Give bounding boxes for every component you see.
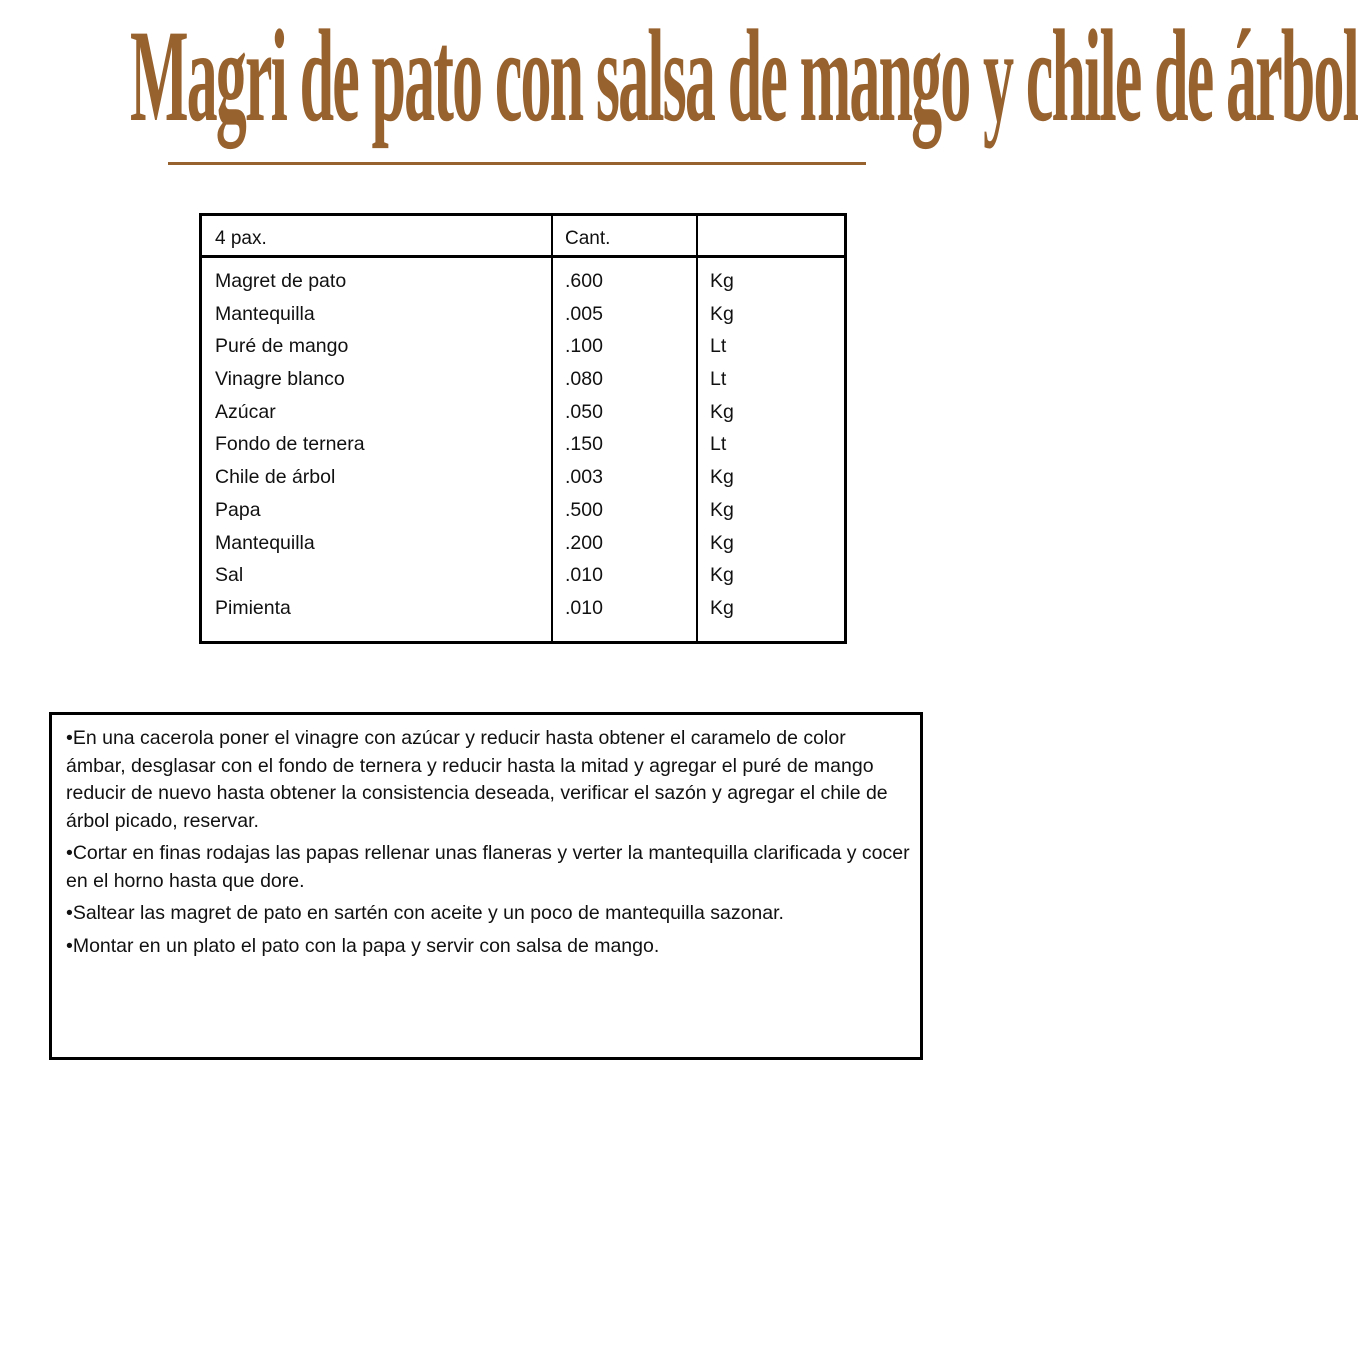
ingredient-unit: Kg: [710, 466, 734, 489]
recipe-title-area: [130, 4, 1358, 162]
ingredient-name: Vinagre blanco: [215, 368, 345, 391]
table-row: [202, 430, 844, 463]
ingredient-unit: Kg: [710, 498, 734, 521]
ingredient-quantity: .005: [565, 302, 603, 325]
ingredient-name: Pimienta: [215, 596, 291, 619]
ingredient-quantity: .500: [565, 498, 603, 521]
instruction-step: •Montar en un plato el pato con la papa y servir con salsa de mango.: [66, 934, 660, 957]
ingredient-quantity: .010: [565, 564, 603, 587]
ingredient-name: Magret de pato: [215, 270, 347, 292]
ingredient-unit: Lt: [710, 335, 727, 358]
ingredient-unit: Kg: [710, 596, 734, 619]
ingredient-name: Papa: [215, 498, 261, 521]
header-servings: 4 pax.: [215, 228, 267, 249]
ingredient-name: Fondo de ternera: [215, 433, 365, 456]
table-row: [202, 398, 844, 431]
table-row: [202, 332, 844, 365]
ingredient-quantity: .050: [565, 400, 603, 423]
ingredient-name: Mantequilla: [215, 531, 315, 554]
ingredient-quantity: .600: [565, 270, 603, 292]
instruction-step: •Saltear las magret de pato en sartén con aceite y un poco de mantequilla sazonar.: [66, 902, 784, 924]
instructions-box: [49, 712, 923, 1060]
ingredient-unit: Kg: [710, 564, 734, 587]
ingredient-quantity: .003: [565, 466, 603, 489]
table-row: [202, 300, 844, 333]
ingredient-unit: Kg: [710, 531, 734, 554]
ingredient-unit: Kg: [710, 400, 734, 423]
ingredient-quantity: .150: [565, 433, 603, 456]
header-quantity: Cant.: [565, 228, 611, 249]
table-row: [202, 594, 844, 627]
ingredient-quantity: .010: [565, 596, 603, 619]
table-row: [202, 529, 844, 562]
instruction-step: •En una cacerola poner el vinagre con azúcar y reducir hasta obtener el caramelo de color ámbar, desglasar con el fondo de ternera y reducir hasta la mitad y agregar el puré de mango reducir de nuevo hasta obtener la consistencia deseada, verificar el sazón y agregar el chile de árbol picado, reservar.: [66, 727, 888, 832]
ingredient-name: Azúcar: [215, 400, 276, 423]
ingredient-name: Chile de árbol: [215, 466, 336, 489]
recipe-title: Magri de pato con salsa de mango y chile de árbol: [130, 4, 1358, 150]
title-underline: [168, 162, 866, 165]
ingredient-rows: [202, 267, 844, 627]
ingredient-unit: Kg: [710, 302, 734, 325]
ingredient-name: Puré de mango: [215, 335, 349, 358]
ingredient-unit: Lt: [710, 433, 727, 456]
ingredients-table: [199, 213, 847, 644]
ingredient-name: Sal: [215, 564, 244, 587]
table-header-row: [202, 216, 844, 258]
instruction-step: •Cortar en finas rodajas las papas rellenar unas flaneras y verter la mantequilla clarificada y cocer en el horno hasta que dore.: [66, 842, 910, 892]
table-row: [202, 561, 844, 594]
ingredient-quantity: .100: [565, 335, 603, 358]
table-row: [202, 463, 844, 496]
table-row: [202, 496, 844, 529]
ingredient-quantity: .080: [565, 368, 603, 391]
ingredient-unit: Lt: [710, 368, 727, 391]
ingredient-name: Mantequilla: [215, 302, 315, 325]
ingredient-quantity: .200: [565, 531, 603, 554]
table-row: [202, 365, 844, 398]
ingredient-unit: Kg: [710, 270, 734, 292]
table-row: [202, 267, 844, 300]
